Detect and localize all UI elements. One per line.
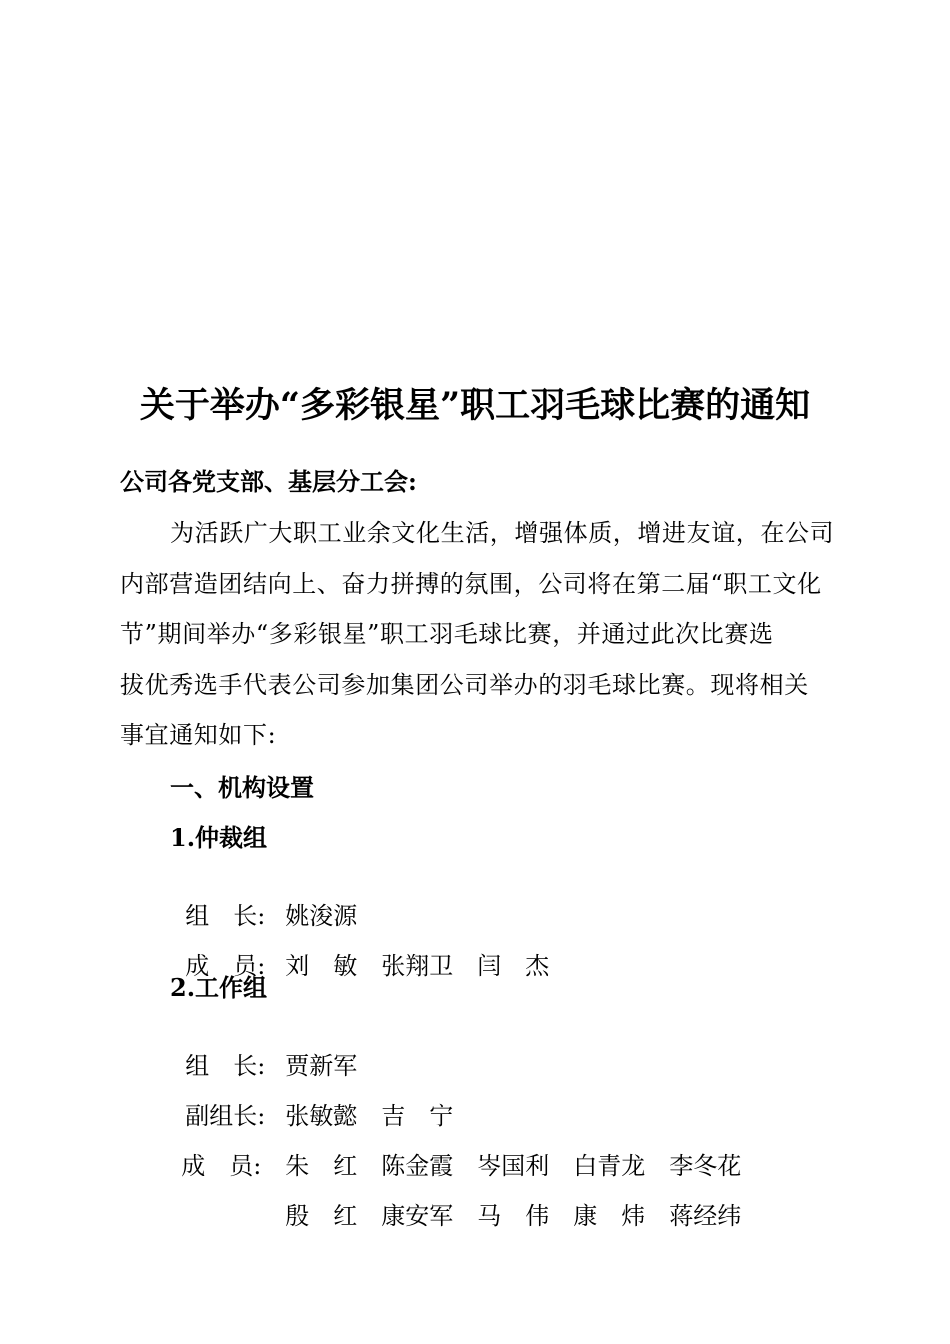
body-line: 内部营造团结向上、奋力拼搏的氛围，公司将在第二届“职工文化 [120, 569, 822, 598]
deputy-label: 副组长: [185, 1102, 266, 1130]
members-names: 刘 敏 张翔卫 闫 杰 [285, 952, 550, 980]
members-label: 成 员: [185, 952, 266, 980]
body-line: 拔优秀选手代表公司参加集团公司举办的羽毛球比赛。现将相关 [120, 670, 809, 699]
leader-name: 贾新军 [285, 1052, 358, 1080]
body-paragraph [120, 508, 842, 761]
salutation: 公司各党支部、基层分工会: [120, 467, 417, 496]
body-line: 节”期间举办“多彩银星”职工羽毛球比赛，并通过此次比赛选 [120, 620, 774, 648]
leader-label: 组 长: [185, 902, 266, 930]
members-names: 朱 红 陈金霞 岑国利 白青龙 李冬花 [285, 1152, 742, 1180]
body-line: 事宜通知如下: [120, 721, 277, 749]
work-members-row-continued [270, 1168, 741, 1231]
group-heading-work: 2.工作组 [170, 973, 268, 1002]
members-names: 殷 红 康安军 马 伟 康 炜 蒋经纬 [285, 1202, 742, 1230]
members-label: 成 员: [181, 1152, 262, 1180]
body-line: 为活跃广大职工业余文化生活，增强体质，增进友谊，在公司 [170, 519, 835, 547]
deputy-names: 张敏懿 吉 宁 [285, 1102, 454, 1130]
group-heading-arbitration: 1.仲裁组 [170, 823, 268, 852]
page-title: 关于举办“多彩银星”职工羽毛球比赛的通知 [139, 385, 811, 426]
section-heading: 一、机构设置 [170, 773, 314, 802]
leader-label: 组 长: [185, 1052, 266, 1080]
leader-name: 姚浚源 [285, 902, 358, 930]
